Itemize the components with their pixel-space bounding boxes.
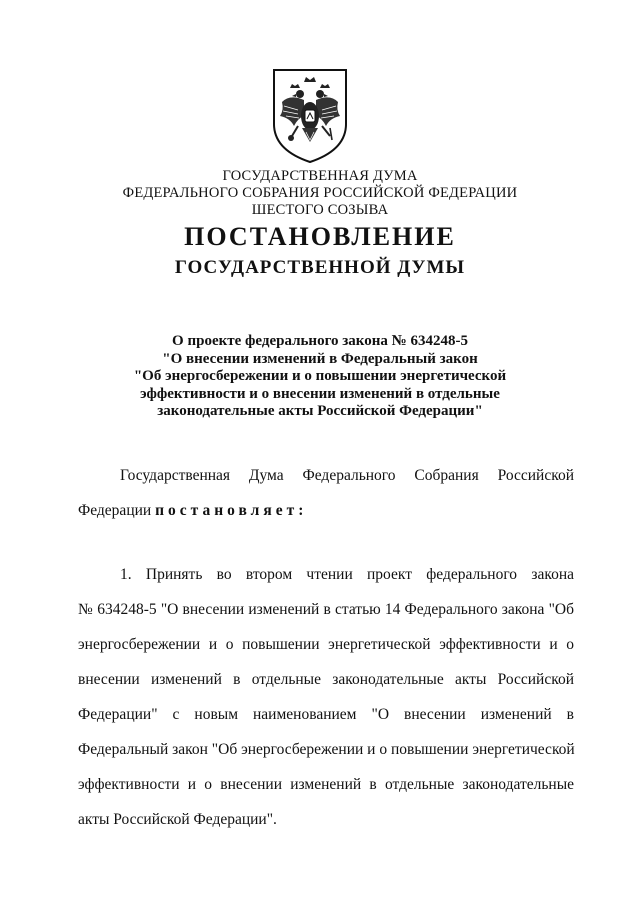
preamble-line-2-start: Федерации xyxy=(78,502,156,519)
item-1-line-6: Федеральный закон "Об энергосбережении и о повышении энергетической xyxy=(78,741,575,758)
item-1-line-1: 1. Принять во втором чтении проект федерального закона xyxy=(120,566,574,583)
issuer-block xyxy=(60,168,580,219)
issuer-line-2: ФЕДЕРАЛЬНОГО СОБРАНИЯ РОССИЙСКОЙ ФЕДЕРАЦИИ xyxy=(122,185,518,201)
subject-line-3: "Об энергосбережении и о повышении энергетической xyxy=(133,368,507,384)
item-1-line-2: № 634248-5 "О внесении изменений в статью 14 Федерального закона "Об xyxy=(78,601,574,618)
issuer-line-1: ГОСУДАРСТВЕННАЯ ДУМА xyxy=(222,168,418,184)
preamble-line-2 xyxy=(78,501,574,521)
document-title: ПОСТАНОВЛЕНИЕ xyxy=(184,222,456,251)
subject-block xyxy=(80,333,560,421)
item-1-line-3: энергосбережении и о повышении энергетической эффективности и о xyxy=(78,636,574,653)
item-1-line-5: Федерации" с новым наименованием "О внесении изменений в xyxy=(78,706,574,723)
item-1-line-4: внесении изменений в отдельные законодательные акты Российской xyxy=(78,671,574,688)
russian-coat-of-arms-icon xyxy=(268,66,352,166)
document-subtitle: ГОСУДАРСТВЕННОЙ ДУМЫ xyxy=(174,257,466,278)
preamble-line-1: Государственная Дума Федерального Собрания Российской xyxy=(120,467,574,484)
issuer-line-3: ШЕСТОГО СОЗЫВА xyxy=(251,202,389,218)
subject-line-2: "О внесении изменений в Федеральный закон xyxy=(162,350,478,367)
item-1-line-8: акты Российской Федерации". xyxy=(78,811,277,828)
subject-line-5: законодательные акты Российской Федерации" xyxy=(157,403,483,419)
item-1-line-7: эффективности и о внесении изменений в отдельные законодательные xyxy=(78,776,574,793)
subject-line-1: О проекте федерального закона № 634248-5 xyxy=(172,333,468,349)
resolves-word: постановляет: xyxy=(155,502,308,519)
subject-line-4: эффективности и о внесении изменений в отдельные xyxy=(140,385,500,402)
